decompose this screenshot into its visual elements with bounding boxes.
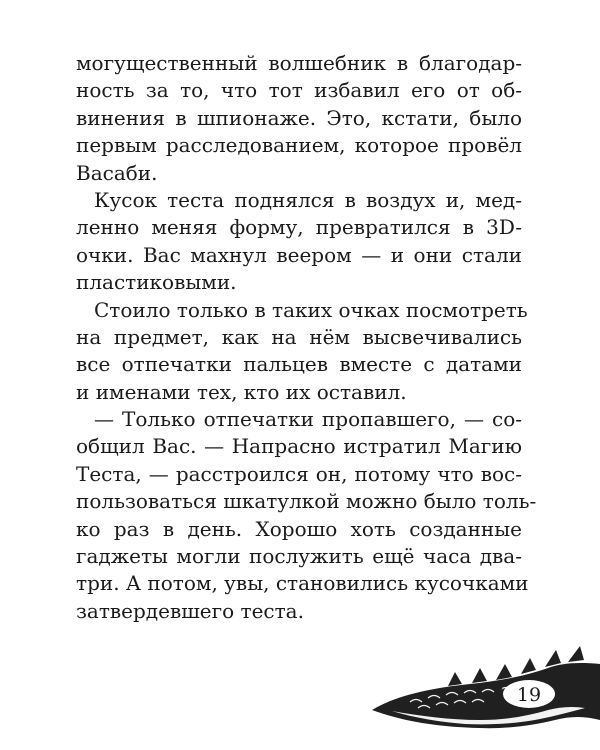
text-line: Стоило только в таких очках посмотреть [94, 297, 528, 322]
text-line: Теста, — расстроился он, потому что вос- [76, 461, 522, 486]
text-line: винения в шпионаже. Это, кстати, было [76, 105, 522, 130]
text-line: и именами тех, кто их оставил. [76, 379, 407, 404]
page-number: 19 [516, 684, 542, 706]
text-line: все отпечатки пальцев вместе с датами [76, 352, 522, 377]
text-line: Васаби. [76, 160, 158, 185]
text-line: первым расследованием, которое провёл [76, 133, 522, 158]
text-line: гаджеты могли послужить ещё часа два- [76, 544, 522, 569]
text-line: ко раз в день. Хорошо хоть созданные [76, 516, 522, 541]
text-line: пластиковыми. [76, 270, 237, 295]
text-line: — Только отпечатки пропавшего, — со- [94, 407, 522, 432]
text-line: Кусок теста поднялся в воздух и, мед- [94, 187, 522, 212]
text-line: ность за то, что тот избавил его от об- [76, 78, 522, 103]
text-line: общил Вас. — Напрасно истратил Магию [76, 434, 522, 459]
text-line: ленно меняя форму, превратился в 3D- [76, 215, 522, 240]
text-line: затвердевшего теста. [76, 598, 304, 623]
text-line: три. А потом, увы, становились кусочками [76, 571, 529, 596]
text-line: пользоваться шкатулкой можно было толь- [76, 489, 537, 514]
text-line: на предмет, как на нём высвечивались [76, 324, 522, 349]
text-line: очки. Вас махнул веером — и они стали [76, 242, 522, 267]
text-line: могущественный волшебник в благодар- [76, 51, 522, 75]
